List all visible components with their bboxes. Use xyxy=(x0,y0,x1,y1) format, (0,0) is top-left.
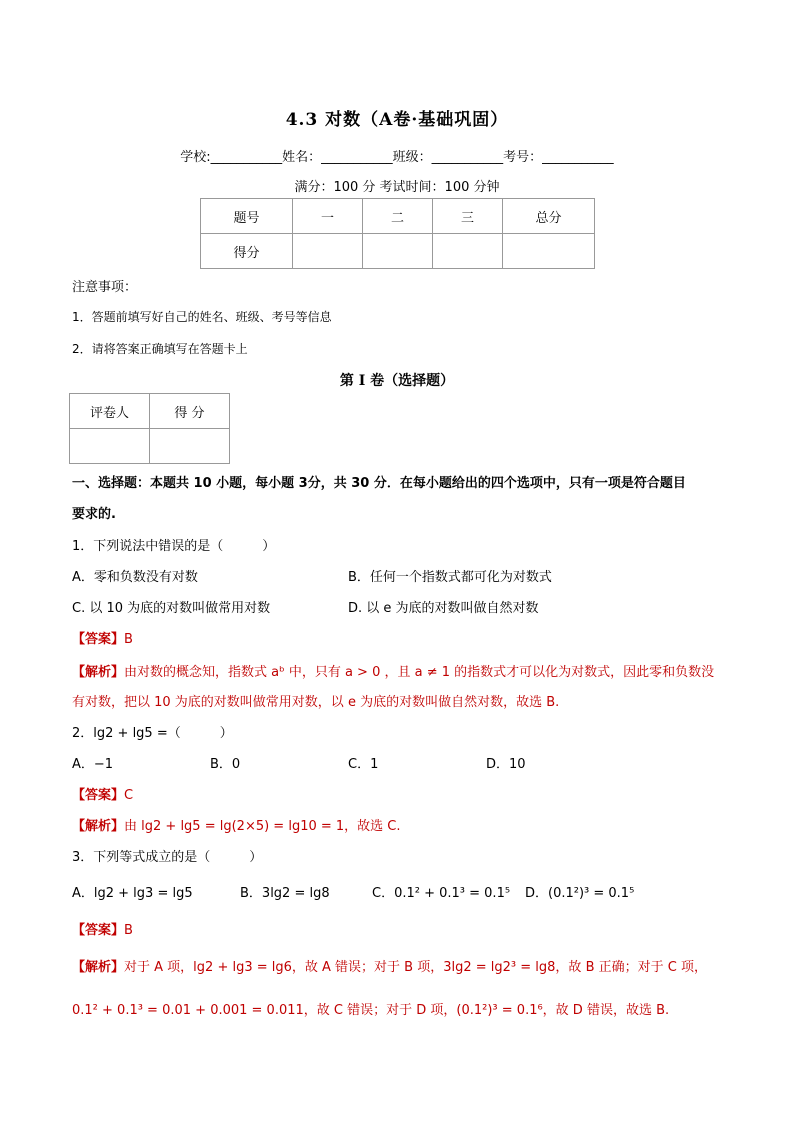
score-table xyxy=(200,198,595,269)
note-item: 2．请将答案正确填写在答题卡上 xyxy=(72,342,248,356)
q1-option-d: D. 以 e 为底的对数叫做自然对数 xyxy=(348,601,539,616)
answer-tag: 【答案】 xyxy=(72,923,125,938)
analysis-tag: 【解析】 xyxy=(72,960,125,975)
score-cell xyxy=(433,234,503,269)
score-cell xyxy=(503,234,595,269)
score-header: 总分 xyxy=(503,199,595,234)
notes-heading: 注意事项： xyxy=(72,280,138,295)
student-info-line: 学校:___________姓名：___________班级：___________考号：___________ xyxy=(180,150,614,165)
q3-option-d: D．(0.1²)³ = 0.1⁵ xyxy=(525,886,635,901)
q3-option-b: B．3lg2 = lg8 xyxy=(240,886,330,901)
q3-analysis-cont: 0.1² + 0.1³ = 0.01 + 0.001 = 0.011，故 C 错误；对于 D 项，(0.1²)³ = 0.1⁶，故 D 错误，故选 B. xyxy=(72,1003,670,1018)
q2-answer xyxy=(72,784,133,803)
q3-analysis xyxy=(72,956,707,975)
q3-answer xyxy=(72,919,133,938)
q2-option-c: C．1 xyxy=(348,757,379,772)
section-title: 第 I 卷（选择题） xyxy=(339,373,455,389)
answer-value: B xyxy=(124,923,133,938)
q1-option-c: C. 以 10 为底的对数叫做常用对数 xyxy=(72,601,271,616)
analysis-tag: 【解析】 xyxy=(72,665,125,680)
q2-option-d: D．10 xyxy=(486,757,526,772)
answer-tag: 【答案】 xyxy=(72,632,125,647)
exam-meta-line: 满分：100 分 考试时间：100 分钟 xyxy=(294,180,500,195)
q2-option-b: B．0 xyxy=(210,757,241,772)
score-row-label: 得分 xyxy=(201,234,293,269)
section-instruction-cont: 要求的. xyxy=(72,507,116,522)
section-instruction: 一、选择题：本题共 10 小题，每小题 3分，共 30 分．在每小题给出的四个选项中，只有一项是符合题目 xyxy=(72,476,686,491)
analysis-text: 由对数的概念知，指数式 aᵇ 中，只有 a > 0 ，且 a ≠ 1 的指数式才可以化为对数式，因此零和负数没 xyxy=(124,665,715,680)
score-cell xyxy=(363,234,433,269)
q2-option-a: A．−1 xyxy=(72,757,114,772)
analysis-text: 由 lg2 + lg5 = lg(2×5) = lg10 = 1，故选 C. xyxy=(124,819,401,834)
answer-tag: 【答案】 xyxy=(72,788,125,803)
grader-cell xyxy=(70,429,150,464)
answer-value: C xyxy=(124,788,134,803)
q1-option-a: A．零和负数没有对数 xyxy=(72,570,198,585)
grader-table xyxy=(69,393,230,464)
question-3-stem: 3．下列等式成立的是（ ） xyxy=(72,850,263,865)
q2-analysis xyxy=(72,815,401,834)
answer-value: B xyxy=(124,632,133,647)
question-1-stem: 1．下列说法中错误的是（ ） xyxy=(72,539,276,554)
page-title: 4.3 对数（A卷·基础巩固） xyxy=(285,110,509,130)
score-header: 三 xyxy=(433,199,503,234)
note-item: 1．答题前填写好自己的姓名、班级、考号等信息 xyxy=(72,310,332,324)
question-2-stem: 2．lg2 + lg5 =（ ） xyxy=(72,726,233,741)
grader-header: 得 分 xyxy=(150,394,230,429)
q1-analysis-cont: 有对数，把以 10 为底的对数叫做常用对数，以 e 为底的对数叫做自然对数，故选 B. xyxy=(72,695,560,710)
q3-option-c: C．0.1² + 0.1³ = 0.1⁵ xyxy=(372,886,511,901)
analysis-tag: 【解析】 xyxy=(72,819,125,834)
q1-answer xyxy=(72,628,133,647)
q1-analysis xyxy=(72,661,714,680)
q1-option-b: B．任何一个指数式都可化为对数式 xyxy=(348,570,552,585)
grader-header: 评卷人 xyxy=(70,394,150,429)
score-cell xyxy=(293,234,363,269)
q3-option-a: A．lg2 + lg3 = lg5 xyxy=(72,886,193,901)
score-header: 二 xyxy=(363,199,433,234)
analysis-text: 对于 A 项，lg2 + lg3 = lg6，故 A 错误；对于 B 项，3lg2 = lg2³ = lg8，故 B 正确；对于 C 项， xyxy=(124,960,707,975)
score-header: 题号 xyxy=(201,199,293,234)
score-header: 一 xyxy=(293,199,363,234)
grader-cell xyxy=(150,429,230,464)
